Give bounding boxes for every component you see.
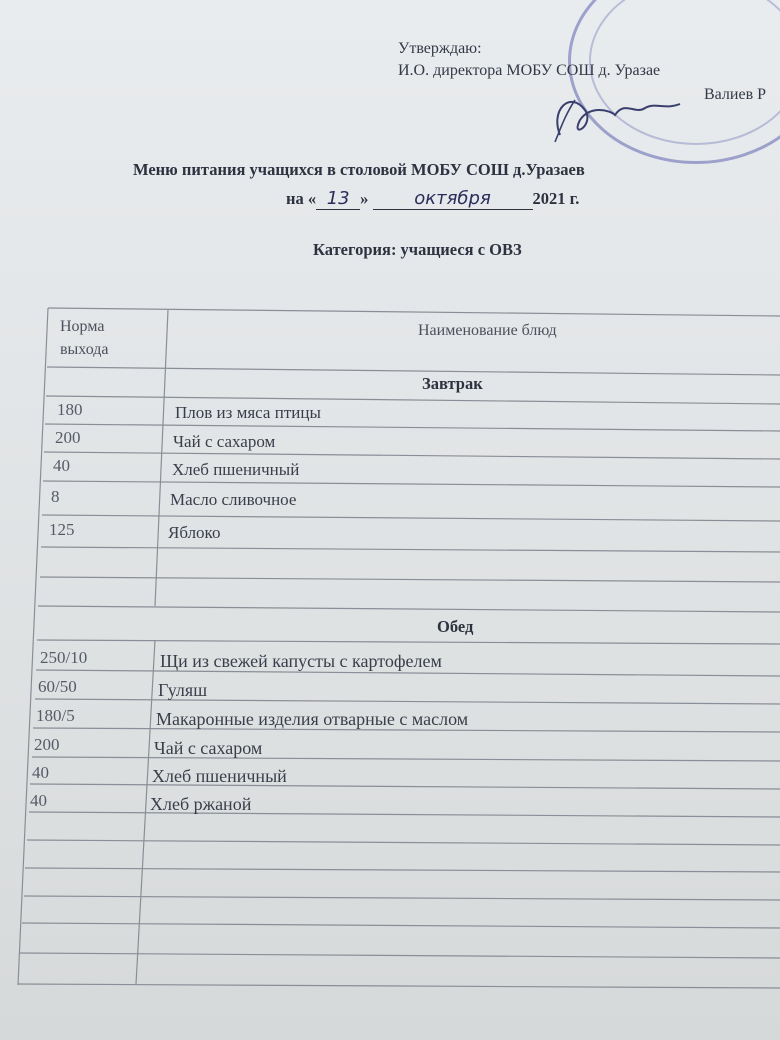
approval-line-1: Утверждаю: [398, 40, 482, 57]
date-day: 13 [316, 188, 360, 210]
lunch-qty: 40 [32, 763, 49, 782]
lunch-dish: Хлеб пшеничный [152, 766, 287, 786]
breakfast-dish: Масло сливочное [170, 490, 297, 509]
breakfast-qty: 40 [53, 456, 70, 475]
section-breakfast: Завтрак [422, 374, 483, 393]
breakfast-qty: 200 [55, 428, 81, 447]
breakfast-qty: 125 [49, 520, 75, 539]
lunch-dish: Макаронные изделия отварные с маслом [156, 709, 469, 729]
breakfast-dish: Чай с сахаром [173, 432, 276, 451]
lunch-dish: Чай с сахаром [154, 738, 263, 758]
column-header-name: Наименование блюд [418, 322, 557, 339]
date-suffix: 2021 г. [532, 189, 580, 208]
lunch-qty: 250/10 [40, 648, 88, 667]
lunch-qty: 180/5 [36, 706, 75, 725]
column-header-qty-1: Норма [60, 318, 105, 335]
approval-line-2: И.О. директора МОБУ СОШ д. Уразае [398, 62, 661, 79]
approval-line-3: Валиев Р [704, 86, 767, 103]
section-lunch: Обед [437, 617, 474, 636]
breakfast-dish: Яблоко [168, 523, 221, 542]
date-prefix: на « [286, 189, 317, 208]
breakfast-dish: Плов из мяса птицы [175, 403, 321, 422]
lunch-dish: Щи из свежей капусты с картофелем [160, 651, 442, 671]
date-month: октября [373, 188, 533, 210]
breakfast-qty: 8 [51, 487, 60, 506]
breakfast-dish: Хлеб пшеничный [172, 460, 300, 479]
category-label: Категория: учащиеся с ОВЗ [313, 240, 522, 259]
lunch-qty: 200 [34, 735, 60, 754]
document-title: Меню питания учащихся в столовой МОБУ СОШ д.Уразаев [133, 160, 585, 179]
date-mid: » [360, 189, 369, 208]
lunch-qty: 40 [30, 791, 47, 810]
lunch-dish: Гуляш [158, 680, 208, 700]
lunch-qty: 60/50 [38, 677, 77, 696]
breakfast-qty: 180 [57, 400, 83, 419]
column-header-qty-2: выхода [60, 341, 109, 358]
lunch-dish: Хлеб ржаной [150, 794, 252, 814]
